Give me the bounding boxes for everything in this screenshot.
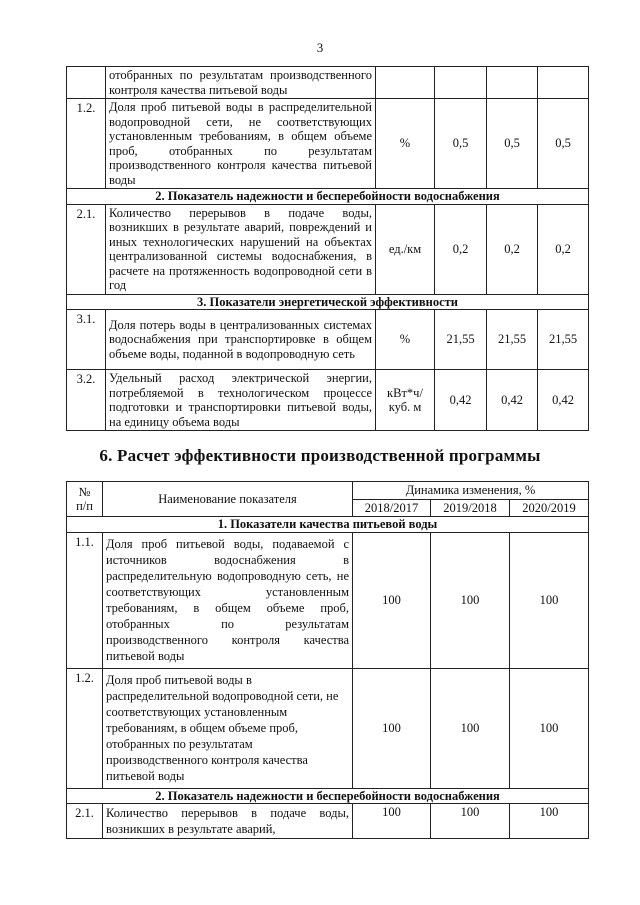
value-cell: 100 (431, 532, 510, 668)
column-header-number (67, 482, 103, 517)
table-row (67, 668, 589, 788)
value-cell: 0,5 (538, 99, 589, 189)
indicator-name: Доля проб питьевой воды в распределительной водопроводной сети, не соответствующих установленным требованиям, в общем объеме проб, отобранных по результатам производственного контроля качества питьевой воды (103, 668, 353, 788)
value-cell (435, 67, 487, 99)
indicator-name: Доля проб питьевой воды в распределительной водопроводной сети, не соответствующих установленным требованиям, в общем объеме проб, отобранных по результатам производственного контроля качества питьевой воды (106, 99, 376, 189)
value-cell: 0,5 (435, 99, 487, 189)
page-number: 3 (316, 40, 324, 55)
row-number (67, 67, 106, 99)
table-row (67, 370, 589, 431)
value-cell: 100 (431, 804, 510, 839)
unit-cell: % (376, 99, 435, 189)
unit-cell: кВт*ч/ куб. м (376, 370, 435, 431)
unit-cell: % (376, 310, 435, 370)
unit-cell: ед./км (376, 204, 435, 294)
section-heading: 2. Показатель надежности и бесперебойности водоснабжения (67, 189, 589, 205)
column-header-period: 2020/2019 (510, 499, 589, 517)
row-number: 1.2. (67, 668, 103, 788)
value-cell: 100 (510, 668, 589, 788)
column-header-name: Наименование показателя (103, 482, 353, 517)
efficiency-table (66, 481, 589, 839)
value-cell: 0,2 (538, 204, 589, 294)
value-cell: 100 (510, 532, 589, 668)
section-row (67, 189, 589, 205)
value-cell: 21,55 (435, 310, 487, 370)
section-heading: 2. Показатель надежности и бесперебойности водоснабжения (67, 788, 589, 804)
value-cell: 0,2 (487, 204, 538, 294)
row-number: 3.1. (67, 310, 106, 370)
row-number: 2.1. (67, 204, 106, 294)
value-cell (487, 67, 538, 99)
value-cell: 100 (510, 804, 589, 839)
table-row (67, 204, 589, 294)
section-heading: 3. Показатели энергетической эффективности (67, 294, 589, 310)
table-row (67, 67, 589, 99)
indicator-name: Количество перерывов в подаче воды, возникших в результате аварий, (103, 804, 353, 839)
value-cell: 0,5 (487, 99, 538, 189)
row-number: 1.1. (67, 532, 103, 668)
value-cell: 100 (353, 804, 431, 839)
section-title: 6. Расчет эффективности производственной программы (99, 446, 541, 465)
indicator-name: Количество перерывов в подаче воды, возникших в результате аварий, повреждений и иных технологических нарушений на объектах централизованной системы водоснабжения, в расчете на протяженность водопроводной сети в год (106, 204, 376, 294)
section-row (67, 517, 589, 533)
value-cell: 100 (431, 668, 510, 788)
indicators-table (66, 66, 589, 431)
table-row (67, 310, 589, 370)
indicator-name: Доля проб питьевой воды, подаваемой с источников водоснабжения в распределительную водопроводную сеть, не соответствующих установленным требованиям, в общем объеме проб, отобранных по результатам производственного контроля качества питьевой воды (103, 532, 353, 668)
column-header-period: 2018/2017 (353, 499, 431, 517)
table-header-row (67, 482, 589, 500)
value-cell: 21,55 (487, 310, 538, 370)
section-row (67, 294, 589, 310)
value-cell: 21,55 (538, 310, 589, 370)
value-cell (538, 67, 589, 99)
indicator-name: Доля потерь воды в централизованных системах водоснабжения при транспортировке в общем объеме воды, поданной в водопроводную сеть (106, 310, 376, 370)
section-heading: 1. Показатели качества питьевой воды (67, 517, 589, 533)
row-number: 1.2. (67, 99, 106, 189)
table-row (67, 804, 589, 839)
value-cell: 100 (353, 532, 431, 668)
value-cell: 0,2 (435, 204, 487, 294)
value-cell: 0,42 (538, 370, 589, 431)
value-cell: 100 (353, 668, 431, 788)
column-header-period: 2019/2018 (431, 499, 510, 517)
table-row (67, 532, 589, 668)
column-header-dynamics: Динамика изменения, % (353, 482, 589, 500)
indicator-name: Удельный расход электрической энергии, потребляемой в технологическом процессе подготовки и транспортировки питьевой воды, на единицу объема воды (106, 370, 376, 431)
header-number-label: п/п (76, 499, 93, 513)
row-number: 3.2. (67, 370, 106, 431)
header-number-symbol: № (78, 484, 91, 499)
table-row (67, 99, 589, 189)
value-cell: 0,42 (487, 370, 538, 431)
row-number: 2.1. (67, 804, 103, 839)
value-cell: 0,42 (435, 370, 487, 431)
indicator-name: отобранных по результатам производственного контроля качества питьевой воды (106, 67, 376, 99)
section-row (67, 788, 589, 804)
unit-cell (376, 67, 435, 99)
